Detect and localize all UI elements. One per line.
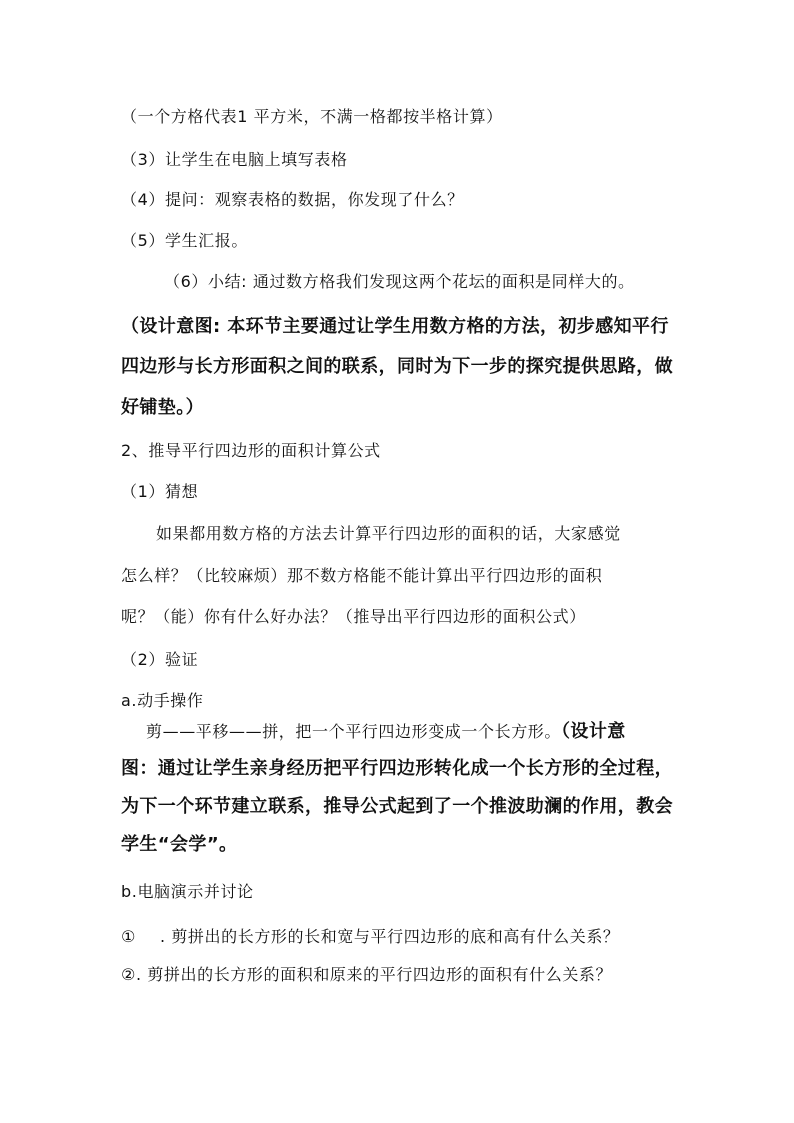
paragraph-line: 怎么样？（比较麻烦）那不数方格能不能计算出平行四边形的面积: [121, 566, 603, 585]
design-intent-line: 四边形与长方形面积之间的联系，同时为下一步的探究提供思路，做: [121, 356, 673, 377]
subheading: b.电脑演示并讨论: [121, 882, 254, 901]
question-line: ②. 剪拼出的长方形的面积和原来的平行四边形的面积有什么关系？: [121, 965, 613, 984]
design-intent-line: 好铺垫。）: [121, 397, 204, 418]
text-line: （一个方格代表1 平方米，不满一格都按半格计算）: [121, 107, 503, 126]
design-intent-line: （设计意图: 本环节主要通过让学生用数方格的方法，初步感知平行: [121, 316, 669, 337]
section-heading: 2、推导平行四边形的面积计算公式: [121, 441, 381, 460]
text-line: （3）让学生在电脑上填写表格: [121, 150, 348, 169]
text-line: （5）学生汇报。: [121, 231, 248, 250]
question-line: [121, 927, 620, 947]
question-text: . 剪拼出的长方形的长和宽与平行四边形的底和高有什么关系？: [159, 927, 620, 946]
design-intent-line: 图：通过让学生亲身经历把平行四边形转化成一个长方形的全过程，: [121, 758, 673, 779]
subheading: （1）猜想: [121, 482, 199, 501]
design-intent-text: （设计意: [561, 721, 626, 742]
circled-number-one: ①: [121, 927, 136, 946]
subheading: （2）验证: [121, 650, 199, 669]
subheading: a.动手操作: [121, 691, 204, 710]
paragraph-line: 如果都用数方格的方法去计算平行四边形的面积的话，大家感觉: [156, 524, 621, 543]
design-intent-line: 为下一个环节建立联系，推导公式起到了一个推波助澜的作用，教会: [121, 796, 673, 817]
paragraph-line: 呢？（能）你有什么好办法？（推导出平行四边形的面积公式）: [121, 607, 586, 626]
design-intent-line: 学生“会学”。: [121, 834, 238, 855]
paragraph-line: [146, 722, 626, 742]
summary-line: （6）小结: 通过数方格我们发现这两个花坛的面积是同样大的。: [164, 272, 635, 291]
text-line: （4）提问：观察表格的数据，你发现了什么？: [121, 190, 464, 209]
cut-text: 剪——平移——拼，把一个平行四边形变成一个长方形。: [146, 722, 562, 741]
